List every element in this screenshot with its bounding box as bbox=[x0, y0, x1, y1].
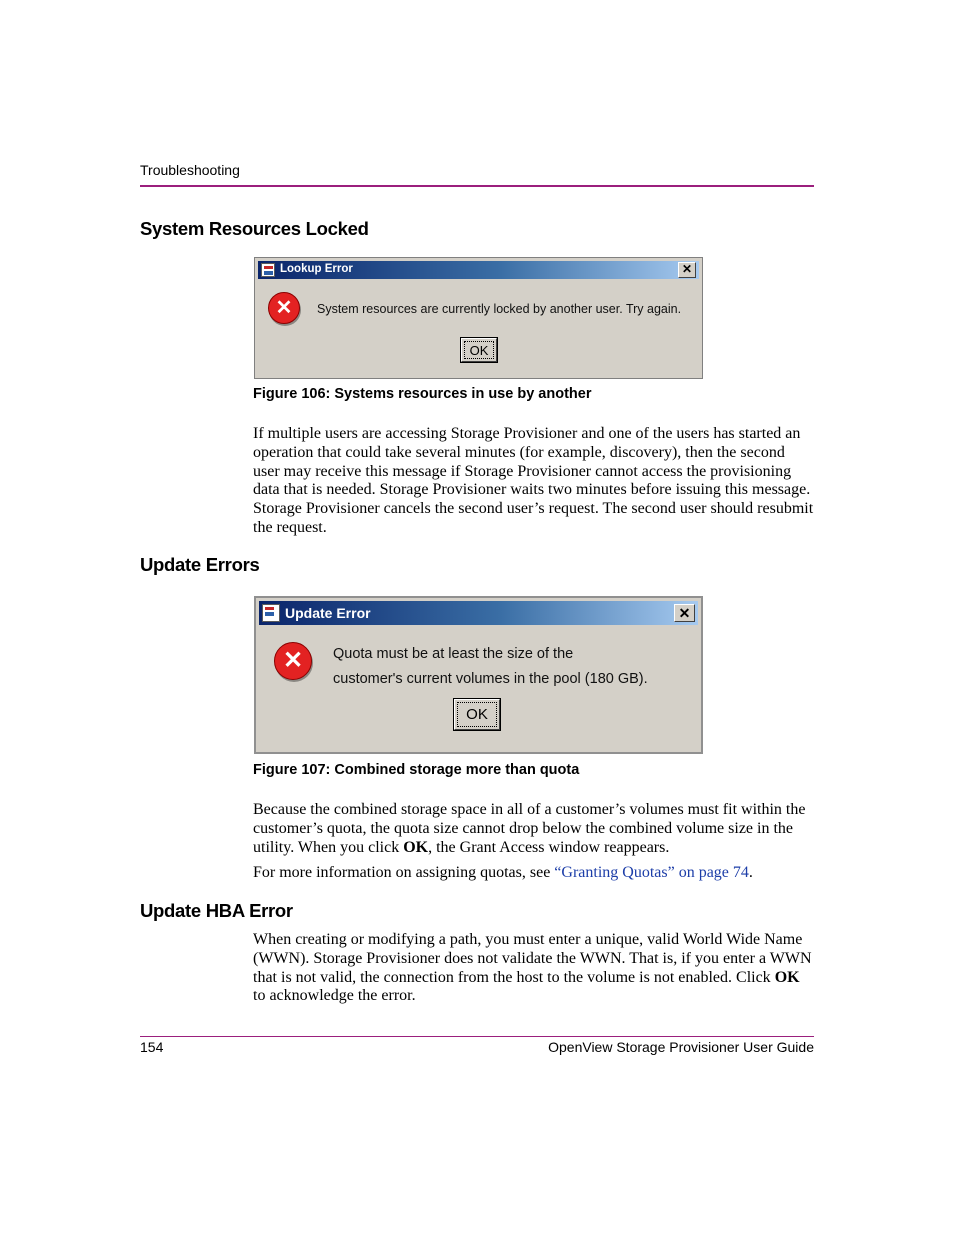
paragraph bbox=[253, 864, 815, 883]
dialog-title: Update Error bbox=[285, 605, 371, 621]
dialog-titlebar[interactable] bbox=[258, 261, 699, 279]
ok-button-label: OK bbox=[469, 342, 489, 358]
dialog-message: System resources are currently locked by another user. Try again. bbox=[317, 302, 682, 316]
paragraph bbox=[253, 801, 815, 857]
header-rule bbox=[140, 185, 814, 187]
focus-ring bbox=[464, 341, 494, 359]
paragraph: If multiple users are accessing Storage Provisioner and one of the users has started an operation that could take several minutes (for example, discovery), then the second user may receive this message if Storage Provisioner cannot access the provisioning data that is needed. Storage Provisioner waits two minutes before issuing this message. Storage Provisioner cancels the second user’s request. The second user should resubmit the request. bbox=[253, 425, 814, 536]
ok-button[interactable] bbox=[461, 338, 497, 362]
ok-button-label: OK bbox=[466, 706, 488, 723]
running-header: Troubleshooting bbox=[140, 162, 240, 178]
bold-ok: OK bbox=[774, 968, 800, 986]
figure-caption: Figure 106: Systems resources in use by another bbox=[253, 386, 592, 402]
heading-update-hba-error: Update HBA Error bbox=[140, 900, 293, 921]
update-error-dialog bbox=[254, 596, 703, 754]
dialog-title: Lookup Error bbox=[280, 263, 353, 275]
ok-button[interactable] bbox=[454, 699, 500, 730]
java-app-icon bbox=[262, 604, 280, 622]
dialog-titlebar[interactable] bbox=[259, 601, 698, 625]
close-icon[interactable]: ✕ bbox=[678, 262, 696, 278]
footer-rule bbox=[140, 1036, 814, 1037]
focus-ring bbox=[457, 702, 497, 727]
figure-caption: Figure 107: Combined storage more than quota bbox=[253, 762, 580, 778]
dialog-message-line: customer's current volumes in the pool (180 GB). bbox=[333, 671, 648, 687]
paragraph-text: Because the combined storage space in all of a customer’s volumes must fit within the customer’s quota, the quota size cannot drop below the combined volume size in the utility. When you click bbox=[253, 801, 806, 856]
dialog-message bbox=[333, 642, 648, 692]
error-icon: ✕ bbox=[268, 292, 300, 324]
paragraph-text: For more information on assigning quotas, see bbox=[253, 864, 555, 881]
java-app-icon bbox=[261, 263, 275, 277]
paragraph bbox=[253, 931, 815, 1006]
paragraph-text: , the Grant Access window reappears. bbox=[428, 838, 670, 856]
paragraph-text: to acknowledge the error. bbox=[253, 987, 416, 1005]
heading-update-errors: Update Errors bbox=[140, 554, 260, 575]
paragraph-text: When creating or modifying a path, you must enter a unique, valid World Wide Name (WWN). Storage Provisioner does not validate the WWN. That is, if you enter a WWN that is not valid, the connection from the host to the volume is not enabled. Click bbox=[253, 931, 812, 986]
error-icon: ✕ bbox=[274, 642, 312, 680]
paragraph-text: . bbox=[748, 864, 753, 881]
page-number: 154 bbox=[140, 1039, 164, 1055]
close-icon[interactable]: ✕ bbox=[674, 604, 695, 622]
granting-quotas-link[interactable]: “Granting Quotas” on page 74 bbox=[554, 864, 749, 881]
dialog-message-line: Quota must be at least the size of the bbox=[333, 646, 574, 662]
bold-ok: OK bbox=[403, 838, 429, 856]
heading-system-resources-locked: System Resources Locked bbox=[140, 218, 369, 239]
lookup-error-dialog bbox=[254, 257, 703, 379]
guide-title: OpenView Storage Provisioner User Guide bbox=[548, 1039, 814, 1055]
